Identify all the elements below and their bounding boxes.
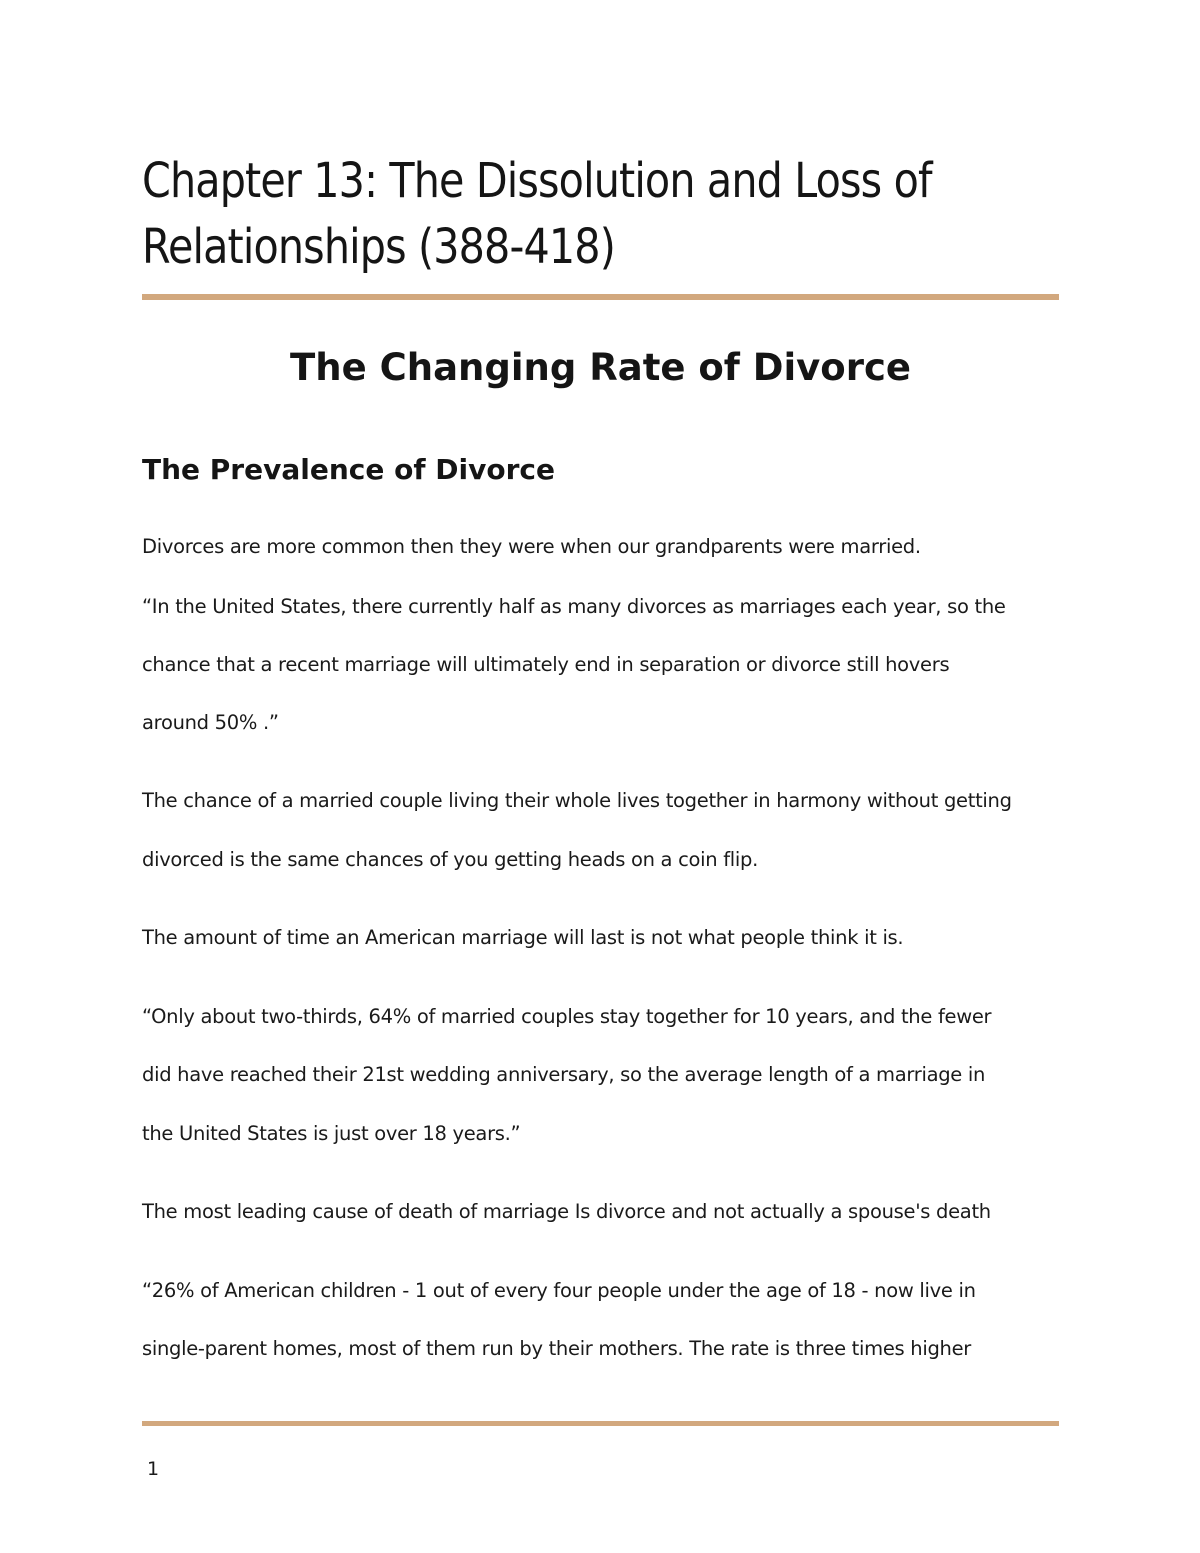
chapter-title-line-2: Relationships (388-418) [142, 219, 615, 275]
body-line: “26% of American children - 1 out of every four people under the age of 18 - now live in [142, 1279, 976, 1302]
header-divider [142, 294, 1059, 300]
body-line: divorced is the same chances of you getting heads on a coin flip. [142, 848, 759, 871]
body-line: “Only about two-thirds, 64% of married couples stay together for 10 years, and the fewer [142, 1005, 992, 1028]
body-line: Divorces are more common then they were when our grandparents were married. [142, 535, 921, 558]
body-line: around 50% .” [142, 711, 279, 734]
subsection-title: The Prevalence of Divorce [142, 453, 555, 486]
body-line: chance that a recent marriage will ultimately end in separation or divorce still hovers [142, 653, 950, 676]
page-number: 1 [147, 1458, 160, 1480]
body-line: The most leading cause of death of marriage Is divorce and not actually a spouse's death [142, 1200, 991, 1223]
chapter-title [142, 148, 933, 280]
body-line: The amount of time an American marriage will last is not what people think it is. [142, 926, 904, 949]
footer-divider [142, 1421, 1059, 1426]
section-title: The Changing Rate of Divorce [290, 346, 911, 389]
chapter-title-line-1: Chapter 13: The Dissolution and Loss of [142, 153, 932, 209]
body-line: The chance of a married couple living their whole lives together in harmony without getting [142, 789, 1012, 812]
body-line: single-parent homes, most of them run by their mothers. The rate is three times higher [142, 1337, 972, 1360]
body-line: did have reached their 21st wedding anniversary, so the average length of a marriage in [142, 1063, 986, 1086]
body-line: “In the United States, there currently half as many divorces as marriages each year, so the [142, 595, 1006, 618]
body-line: the United States is just over 18 years.” [142, 1122, 521, 1145]
